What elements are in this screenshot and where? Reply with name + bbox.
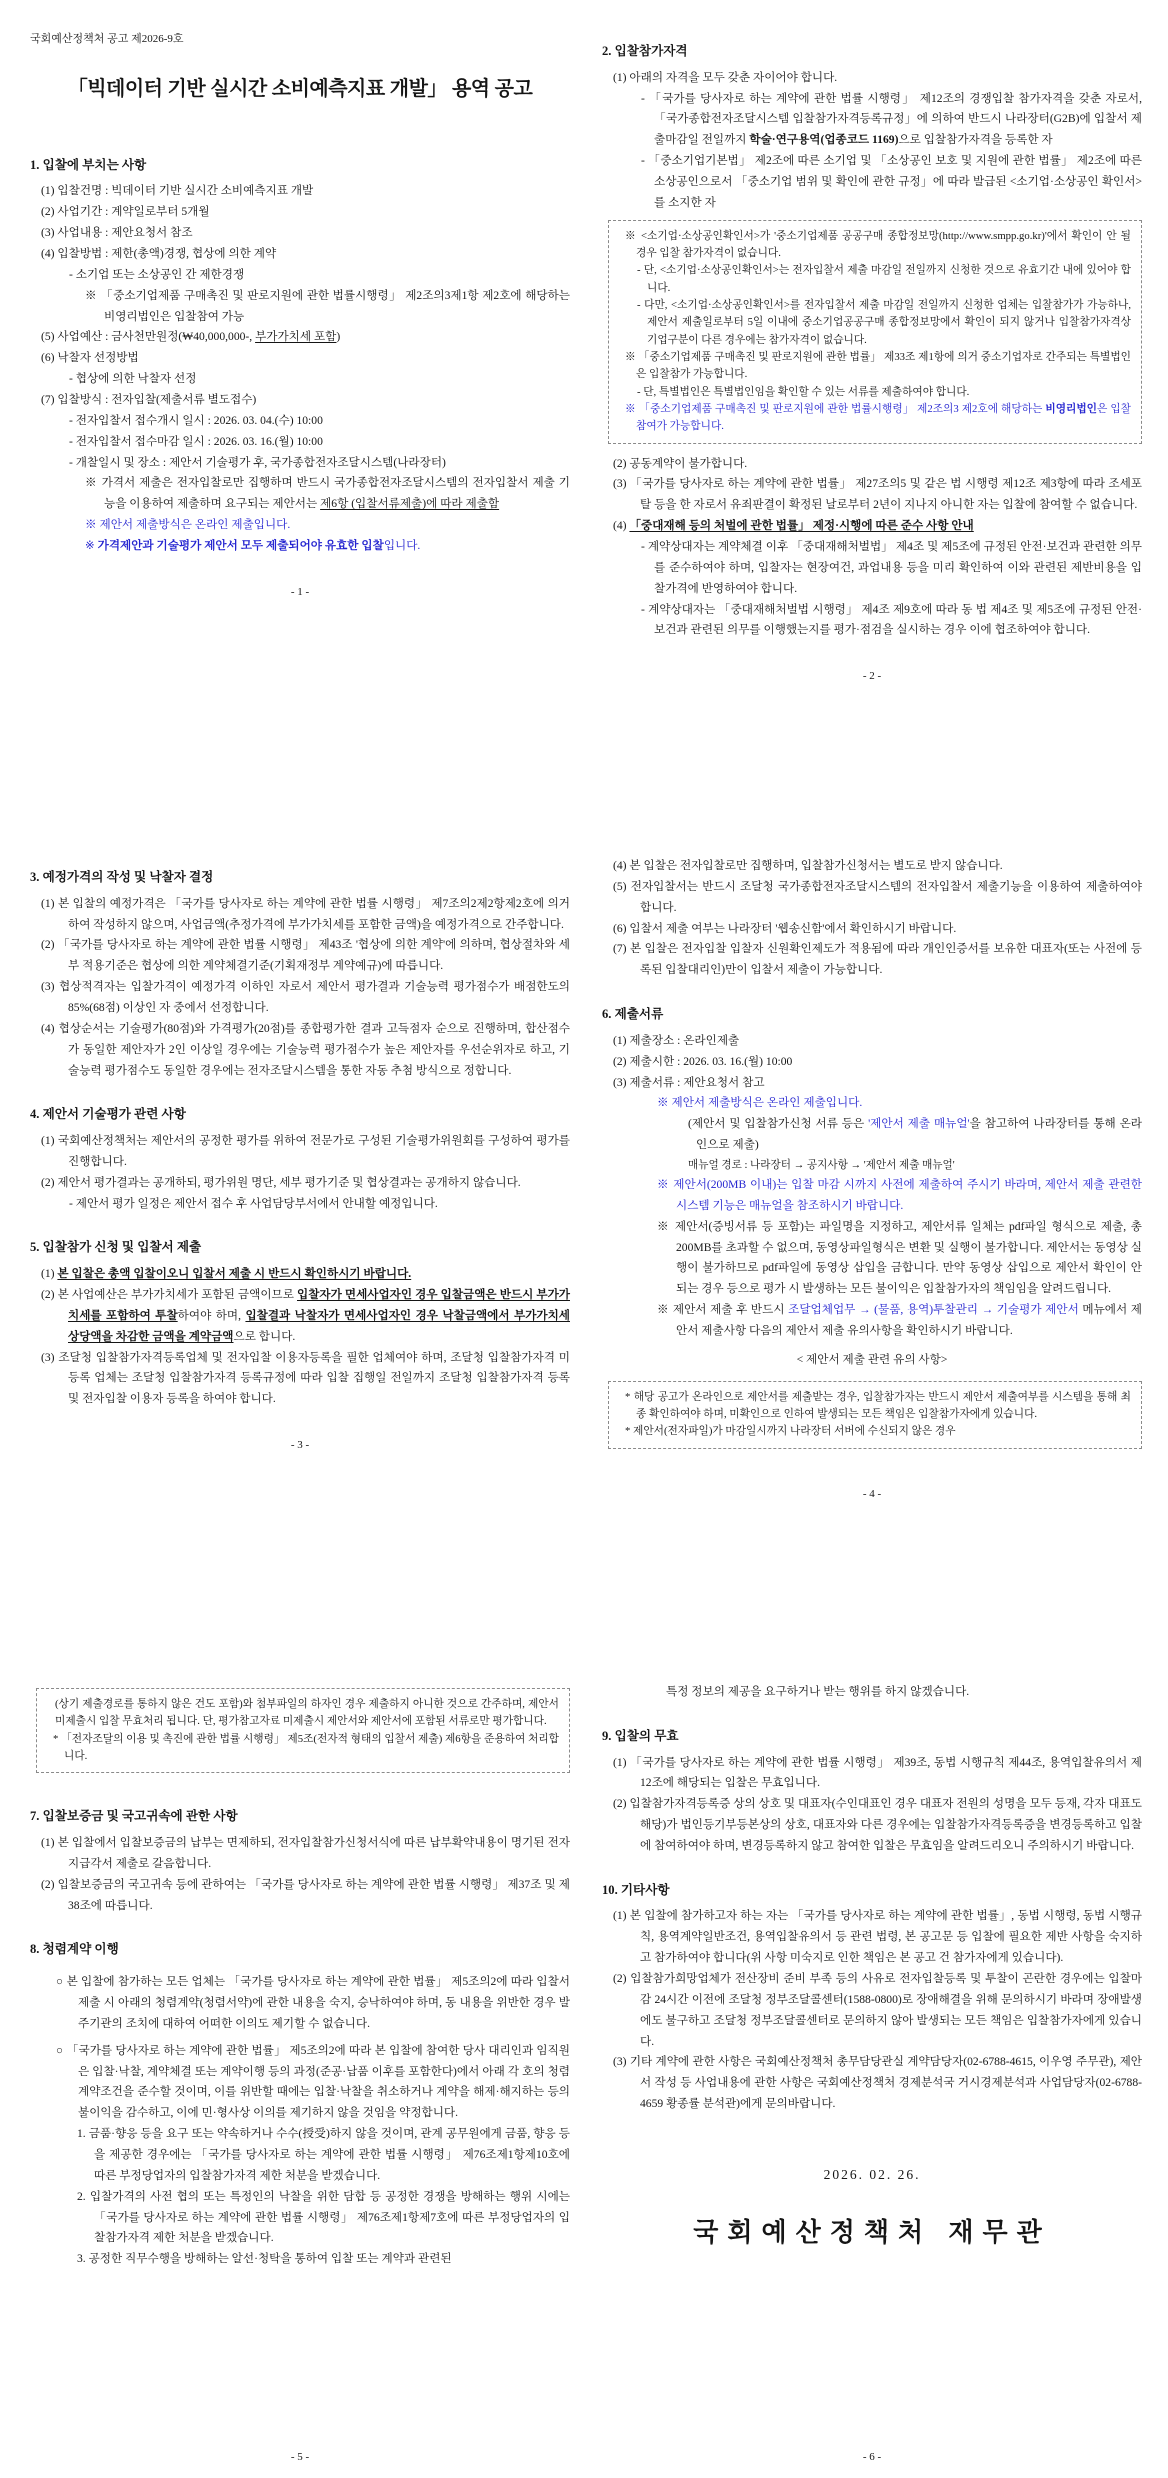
section-heading: 6. 제출서류 [602, 1007, 664, 1022]
paragraph: (1) 입찰건명 : 빅데이터 기반 실시간 소비예측지표 개발 [41, 184, 314, 198]
text-run: 본 입찰은 총액 입찰이오니 입찰서 제출 시 반드시 확인하시기 바랍니다. [57, 1267, 412, 1281]
paragraph: - 소기업 또는 소상공인 간 제한경쟁 [69, 267, 245, 281]
paragraph: (3) 제출서류 : 제안요청서 참고 [613, 1075, 765, 1089]
section-heading: 2. 입찰참가자격 [602, 44, 688, 58]
paragraph: - 단, 특별법인은 특별법인임을 확인할 수 있는 서류를 제출하여야 합니다. [637, 385, 970, 398]
page-4 [584, 826, 1168, 1652]
paragraph: (3) 협상적격자는 입찰가격이 예정가격 이하인 자로서 제안서 평가결과 기술능력 평가점수가 배점한도의 85%(68점) 이상인 자 중에서 선정합니다. [41, 980, 570, 1014]
text-run: 학술·연구용역(업종코드 1169) [749, 133, 899, 147]
paragraph [30, 327, 570, 348]
text-run: 부가가치세 포함 [255, 330, 337, 344]
text-run: ※ 「중소기업제품 구매촉진 및 판로지원에 관한 법률시행령」 제2조의3 제2호에 해당하는 [625, 402, 1046, 415]
paragraph: (4) 본 입찰은 전자입찰로만 집행하며, 입찰참가신청서는 별도로 받지 않습니다. [613, 859, 1003, 872]
paragraph: (2) 공동계약이 불가합니다. [613, 456, 748, 470]
text-run: 입찰자가 면세사업자인 경우 입찰금액은 반드시 부가가치세를 포함하여 투찰 [68, 1288, 570, 1322]
paragraph: (3) 조달청 입찰참가자격등록업체 및 전자입찰 이용자등록을 필한 업체여야 하며, 조달청 입찰참가자격 미등록 업체는 조달청 입찰참가자격 등록규정에 따라 입찰 집행일 전일까지 조달청 입찰참가자격 등록 및 전자입찰 이용자 등록을 하여야 합니다. [41, 1350, 570, 1406]
notice-box [36, 1688, 570, 1773]
page-3 [0, 826, 584, 1652]
paragraph: 2. 입찰가격의 사전 협의 또는 특정인의 낙찰을 위한 담합 등 공정한 경쟁을 방해하는 행위 시에는 「국가를 당사자로 하는 계약에 관한 법률 시행령」 제76조제1항제7호에 따른 부정당업자의 입찰참가자격 제한 처분을 받겠습니다. [77, 2189, 571, 2245]
section-heading: 7. 입찰보증금 및 국고귀속에 관한 사항 [30, 1809, 238, 1824]
paragraph: (5) 전자입찰서는 반드시 조달청 국가종합전자조달시스템의 전자입찰서 제출기능을 이용하여 제출하여야 합니다. [613, 879, 1142, 914]
paragraph: (1) 국회예산정책처는 제안서의 공정한 평가를 위하여 전문가로 구성된 기술평가위원회를 구성하여 평가를 진행합니다. [41, 1134, 570, 1168]
text-run: 조달업체업무 → (물품, 용역)투찰관리 → 기술평가 제안서 [788, 1303, 1079, 1317]
paragraph [30, 1264, 570, 1285]
paragraph: ※ <소기업·소상공인확인서>가 '중소기업제품 공공구매 종합정보망(http://www.smpp.go.kr)'에서 확인이 안 될 경우 입찰 참가자격이 없습니다. [625, 229, 1131, 259]
paragraph: * 해당 공고가 온라인으로 제안서를 제출받는 경우, 입찰참가자는 반드시 제안서 제출여부를 시스템을 통해 최종 확인하여야 하며, 미확인으로 인하여 발생되는 모든 책임은 입찰참가자에게 있습니다. [625, 1390, 1131, 1421]
paragraph: * 「전자조달의 이용 및 촉진에 관한 법률 시행령」 제5조(전자적 형태의 입찰서 제출) 제6항을 준용하여 처리합니다. [53, 1732, 559, 1762]
doc-number: 국회예산정책처 공고 제2026-9호 [30, 33, 184, 45]
paragraph [602, 1093, 1142, 1114]
text-run: ※ 가격서 제출은 전자입찰로만 집행하며 반드시 국가종합전자조달시스템의 전자입찰서 제출 기능을 이용하여 제출하며 요구되는 제안서는 [85, 476, 570, 511]
paragraph: (2) 제출시한 : 2026. 03. 16.(월) 10:00 [613, 1054, 793, 1068]
paragraph: 1. 금품·향응 등을 요구 또는 약속하거나 수수(授受)하지 않을 것이며, 관계 공무원에게 금품, 향응 등을 제공한 경우에는 「국가를 당사자로 하는 계약에 관한 법률 시행령」 제76조제1항제10호에 따른 부정당업자의 입찰참가자격 제한 처분을 받겠습니다. [77, 2127, 570, 2182]
paragraph: (1) 「국가를 당사자로 하는 계약에 관한 법률 시행령」 제39조, 동법 시행규칙 제44조, 용역입찰유의서 제12조에 해당되는 입찰은 무효입니다. [613, 1755, 1142, 1790]
paragraph: (2) 「국가를 당사자로 하는 계약에 관한 법률 시행령」 제43조 '협상에 의한 계약'에 의하며, 협상절차와 세부 적용기준은 협상에 의한 계약체결기준(기획재정부 계약예규)에 따릅니다. [41, 938, 570, 973]
text-run: (5) 사업예산 : 금사천만원정(₩40,000,000-, [41, 330, 256, 344]
paragraph: - 다만, <소기업·소상공인확인서>를 전자입찰서 제출 마감일 전일까지 신청한 업체는 입찰참가가 가능하나, 제안서 제출일로부터 5일 이내에 중소기업공공구매 종합정보망에서 확인이 되지 않거나 입찰참가자격상 기업구분이 다른 경우에는 참가자격이 없습니다. [637, 298, 1131, 346]
paragraph [602, 516, 1142, 537]
paragraph: (2) 사업기간 : 계약일로부터 5개월 [41, 205, 210, 219]
paragraph: (상기 제출경로를 통하지 않은 건도 포함)와 첨부파일의 하자인 경우 제출하지 아니한 것으로 간주하며, 제안서 미제출시 입찰 무효처리 됩니다. 단, 평가참고자료 미제출시 제안서와 제안서에 포함된 서류로만 평가합니다. [55, 1698, 559, 1728]
paragraph: (3) 기타 계약에 관한 사항은 국회예산정책처 총무담당관실 계약담당자(02-6788-4615, 이우영 주무관), 제안서 작성 등 사업내용에 관한 사항은 국회예산정책처 경제분석국 거시경제분석과 사업담당자(02-6788-4659 황종률 분석관)에게 문의바랍니다. [613, 2055, 1142, 2111]
paragraph: 특정 정보의 제공을 요구하거나 받는 행위를 하지 않겠습니다. [666, 1685, 970, 1698]
paragraph: (4) 협상순서는 기술평가(80점)와 가격평가(20점)를 종합평가한 결과 고득점자 순으로 진행하며, 합산점수가 동일한 제안자가 2인 이상일 경우에는 기술능력 평가점수가 높은 제안자를 우선순위자로 하고, 기술능력 평가점수도 동일한 경우에는 전자조달시스템을 통한 자동 추첨 방식으로 정합니다. [41, 1021, 570, 1077]
text-run: (제안서 및 입찰참가신청 서류 등은 [688, 1117, 869, 1131]
paragraph: 3. 공정한 직무수행을 방해하는 알선·청탁을 통하여 입찰 또는 계약과 관련된 [77, 2252, 452, 2266]
paragraph: * 제안서(전자파일)가 마감일시까지 나라장터 서버에 수신되지 않은 경우 [625, 1425, 956, 1438]
text-run: 입찰결과 낙찰자가 면세사업자인 경우 낙찰금액에서 부가가치세 상당액을 차감한 금액을 계약금액 [68, 1308, 570, 1343]
text-run: - 「국가를 당사자로 하는 계약에 관한 법률 시행령」 제12조의 경쟁입찰 참가자격을 갖춘 자로서, 「국가종합전자조달시스템 입찰참가자격등록규정」에 의하여 반드시 나라장터(G2B)에 입찰서 제출마감일 전일까지 [641, 91, 1142, 147]
paragraph: (1) 아래의 자격을 모두 갖춘 자이어야 합니다. [613, 70, 838, 84]
notice-box [608, 1381, 1142, 1449]
paragraph: - 제안서 평가 일정은 제안서 접수 후 사업담당부서에서 안내할 예정입니다. [69, 1196, 438, 1210]
paragraph [602, 1300, 1142, 1342]
text-run: 을 참고하여 나라장터를 통해 온라인으로 제출) [696, 1117, 1142, 1152]
page-2 [584, 0, 1168, 826]
text-run: ) [336, 330, 341, 344]
text-run: 입니다. [383, 539, 421, 553]
announcement-date: 2026. 02. 26. [823, 2167, 921, 2183]
page-number: - 5 - [290, 2451, 310, 2464]
page-title: 「빅데이터 기반 실시간 소비예측지표 개발」 용역 공고 [67, 77, 533, 100]
section-heading: 8. 청렴계약 이행 [30, 1942, 119, 1957]
section-heading: 1. 입찰에 부치는 사항 [30, 157, 147, 172]
section-heading: 10. 기타사항 [602, 1882, 670, 1897]
paragraph: (3) 사업내용 : 제안요청서 참조 [41, 226, 193, 240]
text-run: 가격제안과 기술평가 제안서 모두 제출되어야 유효한 입찰 [97, 539, 384, 553]
paragraph: ○ 「국가를 당사자로 하는 계약에 관한 법률」 제5조의2에 따라 본 입찰에 참여한 당사 대리인과 임직원은 입찰·낙찰, 계약체결 또는 계약이행 등의 과정(준공·납품 이후를 포함한다)에서 아래 각 호의 청렴계약조건을 준수할 것이며, 이를 위반할 때에는 입찰·낙찰을 취소하거나 계약을 해제·해지하는 등의 불이익을 감수하고, 이에 민·형사상 이의를 제기하지 않을 것임을 약정합니다. [56, 2043, 570, 2120]
text-run: ※ 제안서 제출 후 반드시 [657, 1303, 789, 1317]
issuer-signature: 국회예산정책처 재무관 [693, 2217, 1051, 2248]
paragraph: ※ 「중소기업제품 구매촉진 및 판로지원에 관한 법률」 제33조 제1항에 의거 중소기업자로 간주되는 특별법인은 입찰참가 가능합니다. [625, 350, 1131, 381]
text-run: ※ 제안서(200MB 이내)는 입찰 마감 시까지 사전에 제출하여 주시기 바라며, 제안서 제출 관련한 시스템 기능은 매뉴얼을 참조하시기 바랍니다. [657, 1178, 1142, 1212]
paragraph: - 전자입찰서 접수개시 일시 : 2026. 03. 04.(수) 10:00 [69, 413, 323, 427]
text-run: 「중대재해 등의 처벌에 관한 법률」 제정·시행에 따른 준수 사항 안내 [629, 519, 974, 533]
page-number: - 1 - [290, 585, 310, 598]
paragraph: (7) 본 입찰은 전자입찰 입찰자 신원확인제도가 적용됨에 따라 개인인증서를 보유한 대표자(또는 사전에 등록된 입찰대리인)만이 입찰서 제출이 가능합니다. [613, 942, 1142, 977]
paragraph: (6) 낙찰자 선정방법 [41, 351, 139, 365]
text-run: (1) [41, 1267, 58, 1281]
paragraph [30, 473, 570, 515]
paragraph: (3) 「국가를 당사자로 하는 계약에 관한 법률」 제27조의5 및 같은 법 시행령 제12조 제3항에 따라 조세포탈 등을 한 자로서 유죄판결이 확정된 날로부터 2년이 지나지 아니한 자는 입찰에 참여할 수 없습니다. [613, 477, 1142, 512]
paragraph: ○ 본 입찰에 참가하는 모든 업체는 「국가를 당사자로 하는 계약에 관한 법률」 제5조의2에 따라 입찰서 제출 시 아래의 청렴계약(청렴서약)에 관한 내용을 숙지, 승낙하여야 하며, 동 내용을 위반한 경우 발주기관의 조치에 대하여 어떠한 이의도 제기할 수 없습니다. [56, 1975, 570, 2030]
paragraph: 매뉴얼 경로 : 나라장터 → 공지사항 → '제안서 제출 매뉴얼' [688, 1159, 955, 1171]
paragraph: ※ 제안서(증빙서류 등 포함)는 파일명을 지정하고, 제안서류 일체는 pdf파일 형식으로 제출, 총 200MB를 초과할 수 없으며, 동영상파일형식은 변환 및 실행이 불가합니다. 제안서는 동영상 실행이 불가하므로 pdf파일에 동영상 삽입을 금합니다. 만약 동영상 삽입으로 제안서 확인이 안 되는 경우 등으로 평가 시 발생하는 모든 불이익은 입찰참가자의 책임임을 알려드립니다. [657, 1219, 1142, 1296]
page-5 [0, 1652, 584, 2478]
paragraph: (1) 본 입찰의 예정가격은 「국가를 당사자로 하는 계약에 관한 법률 시행령」 제7조의2제2항제2호에 의거하여 작성하지 않으며, 사업금액(추정가격에 부가가치세를 포함한 금액)을 예정가격으로 간주합니다. [41, 896, 570, 931]
paragraph: (4) 입찰방법 : 제한(총액)경쟁, 협상에 의한 계약 [41, 247, 277, 261]
paragraph [602, 89, 1142, 152]
text-run: 으로 합니다. [233, 1329, 296, 1343]
section-heading: 4. 제안서 기술평가 관련 사항 [30, 1107, 186, 1122]
paragraph: (6) 입찰서 제출 여부는 나라장터 '웹송신함'에서 확인하시기 바랍니다. [613, 921, 957, 935]
paragraph [30, 1285, 570, 1348]
paragraph: (2) 입찰참가자격등록증 상의 상호 및 대표자(수인대표인 경우 대표자 전원의 성명을 모두 등재, 각자 대표도 해당)가 법인등기부등본상의 상호, 대표자와 다른 경우에는 입찰참가자격등록증을 변경등록하고 입찰에 참여하여야 하며, 변경등록하지 않고 참여한 입찰은 무효임을 알려드리오니 주의하시기 바랍니다. [613, 1797, 1142, 1852]
notice-box [608, 220, 1142, 444]
section-heading: 9. 입찰의 무효 [602, 1728, 679, 1743]
paragraph: ※ 「중소기업제품 구매촉진 및 판로지원에 관한 법률시행령」 제2조의3제1항 제2호에 해당하는 비영리법인은 입찰참여 가능 [85, 288, 570, 323]
page-number: - 4 - [862, 1487, 882, 1500]
paragraph: - 계약상대자는 계약체결 이후 「중대재해처벌법」 제4조 및 제5조에 규정된 안전·보건과 관련한 의무를 준수하여야 하며, 입찰자는 현장여건, 과업내용 등을 미리 확인하여 이와 관련된 제반비용을 입찰가격에 반영하여야 합니다. [641, 540, 1142, 595]
text-run: 하여야 하며, [177, 1308, 246, 1322]
page-number: - 3 - [290, 1439, 310, 1452]
text-run: ※ [85, 539, 98, 553]
text-run: ※ 제안서 제출방식은 온라인 제출입니다. [85, 518, 291, 532]
paragraph: - 계약상대자는 「중대재해처벌법 시행령」 제4조 제9호에 따라 동 법 제4조 및 제5조에 규정된 안전·보건과 관련된 의무를 이행했는지를 평가·점검을 실시하는 경우 이에 협조하여야 합니다. [641, 602, 1142, 637]
paragraph: - 단, <소기업·소상공인확인서>는 전자입찰서 제출 마감일 전일까지 신청한 것으로 유효기간 내에 있어야 합니다. [637, 264, 1131, 294]
paragraph: (7) 입찰방식 : 전자입찰(제출서류 별도접수) [41, 393, 257, 407]
paragraph: (1) 본 입찰에 참가하고자 하는 자는 「국가를 당사자로 하는 계약에 관한 법률」, 동법 시행령, 동법 시행규칙, 용역계약일반조건, 용역입찰유의서 등 관련 법령, 본 공고문 등 입찰에 필요한 제반 사항을 숙지하고 참가하여야 합니다(위 사항 미숙지로 인한 책임은 본 공고 건 참가자에게 있습니다). [613, 1909, 1142, 1965]
page-1 [0, 0, 584, 826]
paragraph: (2) 제안서 평가결과는 공개하되, 평가위원 명단, 세부 평가기준 및 협상결과는 공개하지 않습니다. [41, 1175, 521, 1189]
paragraph [602, 1175, 1142, 1217]
page-6 [584, 1652, 1168, 2478]
paragraph: (1) 제출장소 : 온라인제출 [613, 1033, 740, 1047]
section-heading: 3. 예정가격의 작성 및 낙찰자 결정 [30, 870, 214, 884]
paragraph: - 「중소기업기본법」 제2조에 따른 소기업 및 「소상공인 보호 및 지원에 관한 법률」 제2조에 따른 소상공인으로서 「중소기업 범위 및 확인에 관한 규정」에 따라 발급된 <소기업·소상공인 확인서>를 소지한 자 [641, 154, 1142, 209]
paragraph: - 개찰일시 및 장소 : 제안서 기술평가 후, 국가종합전자조달시스템(나라장터) [69, 455, 446, 469]
paragraph [619, 401, 1131, 436]
paragraph: - 협상에 의한 낙찰자 선정 [69, 372, 197, 386]
paragraph: - 전자입찰서 접수마감 일시 : 2026. 03. 16.(월) 10:00 [69, 434, 323, 448]
text-run: 비영리법인 [1045, 402, 1097, 415]
text-run: 메뉴에서 제안서 제출사항 다음의 제안서 제출 유의사항을 확인하시기 바랍니다. [676, 1303, 1143, 1338]
text-run: 제6항 (입찰서류제출)에 따라 제출함 [320, 497, 500, 511]
paragraph: (1) 본 입찰에서 입찰보증금의 납부는 면제하되, 전자입찰참가신청서식에 따른 납부확약내용이 명기된 전자지급각서 제출로 갈음합니다. [41, 1835, 570, 1870]
section-heading: 5. 입찰참가 신청 및 입찰서 제출 [30, 1240, 202, 1255]
paragraph [30, 515, 570, 536]
box-caption: < 제안서 제출 관련 유의 사항> [796, 1352, 948, 1366]
page-number: - 2 - [862, 670, 882, 683]
text-run: 으로 입찰참가자격을 등록한 자 [898, 133, 1053, 147]
text-run: (2) 본 사업예산은 부가가치세가 포함된 금액이므로 [41, 1288, 297, 1301]
paragraph [30, 536, 570, 557]
page-number: - 6 - [862, 2451, 882, 2464]
text-run: 은 입찰참여가 가능합니다. [636, 402, 1131, 433]
paragraph: (2) 입찰보증금의 국고귀속 등에 관하여는 「국가를 당사자로 하는 계약에 관한 법률 시행령」 제37조 및 제38조에 따릅니다. [41, 1877, 570, 1912]
paragraph [602, 1114, 1142, 1156]
paragraph: (2) 입찰참가희망업체가 전산장비 준비 부족 등의 사유로 전자입찰등록 및 투찰이 곤란한 경우에는 입찰마감 24시간 이전에 조달청 정부조달콜센터(1588-0800)로 장애해결을 위해 문의하시기 바라며 장애발생에도 불구하고 조달청 정부조달콜센터로 문의하지 않아 발생되는 모든 책임은 입찰참가자에게 있습니다. [613, 1972, 1142, 2048]
text-run: ※ 제안서 제출방식은 온라인 제출입니다. [657, 1096, 863, 1110]
text-run: '제안서 제출 매뉴얼' [868, 1117, 970, 1131]
text-run: (4) [613, 519, 630, 533]
